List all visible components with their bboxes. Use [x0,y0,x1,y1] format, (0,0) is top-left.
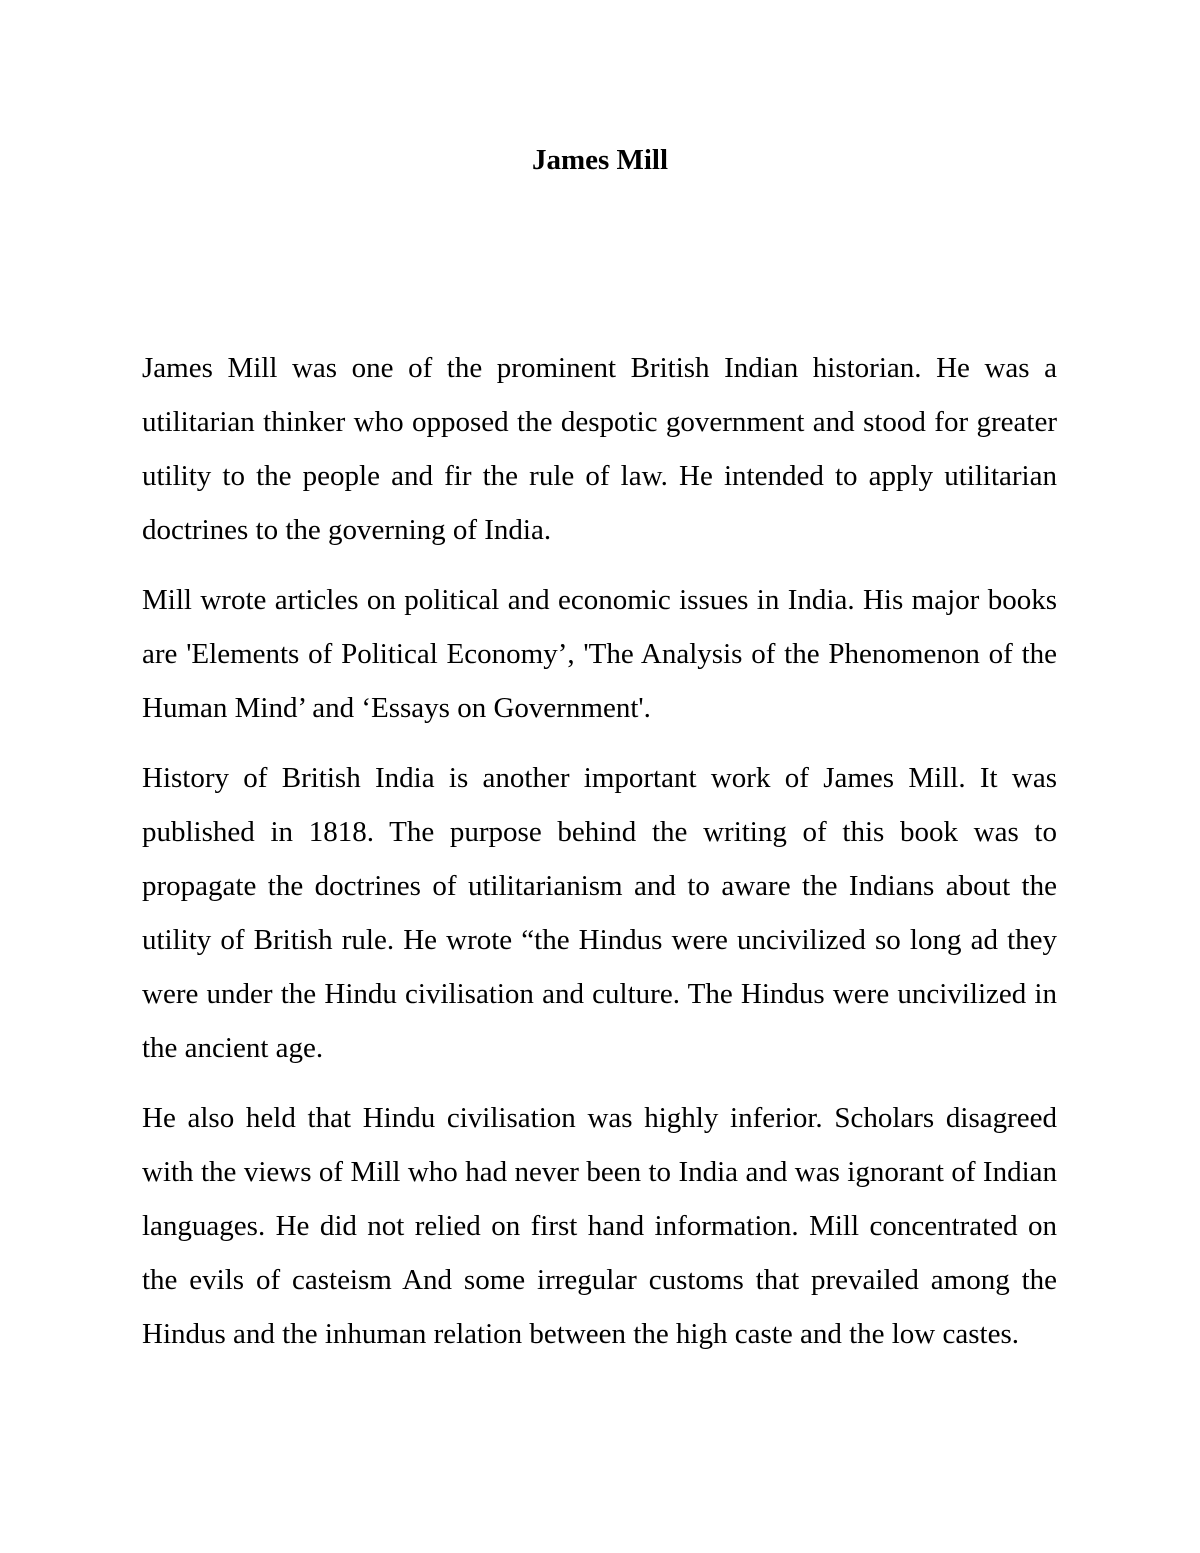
document-body [142,341,1057,1377]
document-title: James Mill [531,144,669,176]
paragraph-1: James Mill was one of the prominent British Indian historian. He was a utilitarian thinker who opposed the despotic government and stood for greater utility to the people and fir the rule of law. He intended to apply utilitarian doctrines to the governing of India. [142,352,1057,546]
paragraph-3: History of British India is another important work of James Mill. It was published in 1818. The purpose behind the writing of this book was to propagate the doctrines of utilitarianism and to aware the Indians about the utility of British rule. He wrote “the Hindus were uncivilized so long ad they were under the Hindu civilisation and culture. The Hindus were uncivilized in the ancient age. [142,762,1057,1064]
paragraph-2: Mill wrote articles on political and economic issues in India. His major books are 'Elements of Political Economy’, 'The Analysis of the Phenomenon of the Human Mind’ and ‘Essays on Government'. [142,584,1057,724]
paragraph-4: He also held that Hindu civilisation was highly inferior. Scholars disagreed with the views of Mill who had never been to India and was ignorant of Indian languages. He did not relied on first hand information. Mill concentrated on the evils of casteism And some irregular customs that prevailed among the Hindus and the inhuman relation between the high caste and the low castes. [142,1102,1057,1350]
